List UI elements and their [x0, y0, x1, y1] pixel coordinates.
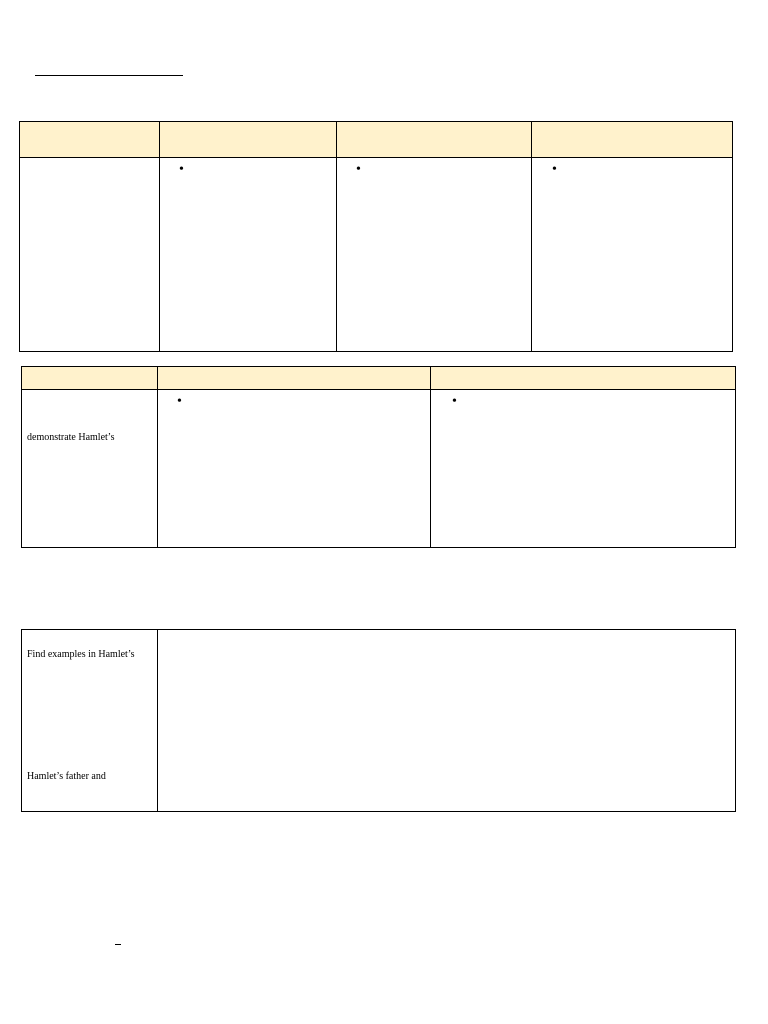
table2-cell [431, 390, 736, 548]
table1-body-row [20, 158, 733, 352]
table2-header-row [22, 367, 736, 390]
table2-body-row [22, 390, 736, 548]
organizer-table-2 [21, 366, 736, 548]
bullet-point: • [179, 162, 184, 177]
table1-cell [337, 158, 532, 352]
table1-header-cell [532, 122, 733, 158]
table3-label-line-2: Hamlet’s father and [27, 771, 106, 782]
table3-label-line-1: Find examples in Hamlet’s [27, 649, 135, 660]
table2-row-label: demonstrate Hamlet’s [27, 432, 115, 443]
table1-cell [532, 158, 733, 352]
table2-header-cell [22, 367, 158, 390]
footer-dash [115, 944, 121, 945]
table2-header-cell [431, 367, 736, 390]
table2-row-label-cell [22, 390, 158, 548]
table3-label-cell [22, 630, 158, 812]
bullet-point: • [177, 394, 182, 409]
organizer-table-1 [19, 121, 733, 352]
table3-content-cell [158, 630, 736, 812]
table3-row [22, 630, 736, 812]
table1-header-row [20, 122, 733, 158]
table1-header-cell [337, 122, 532, 158]
table1-header-cell [160, 122, 337, 158]
table1-cell [160, 158, 337, 352]
bullet-point: • [452, 394, 457, 409]
table1-header-cell [20, 122, 160, 158]
table1-row-label [20, 158, 160, 352]
bullet-point: • [356, 162, 361, 177]
bullet-point: • [552, 162, 557, 177]
organizer-table-3 [21, 629, 736, 812]
table2-header-cell [158, 367, 431, 390]
name-blank-line [35, 75, 183, 76]
table2-cell [158, 390, 431, 548]
